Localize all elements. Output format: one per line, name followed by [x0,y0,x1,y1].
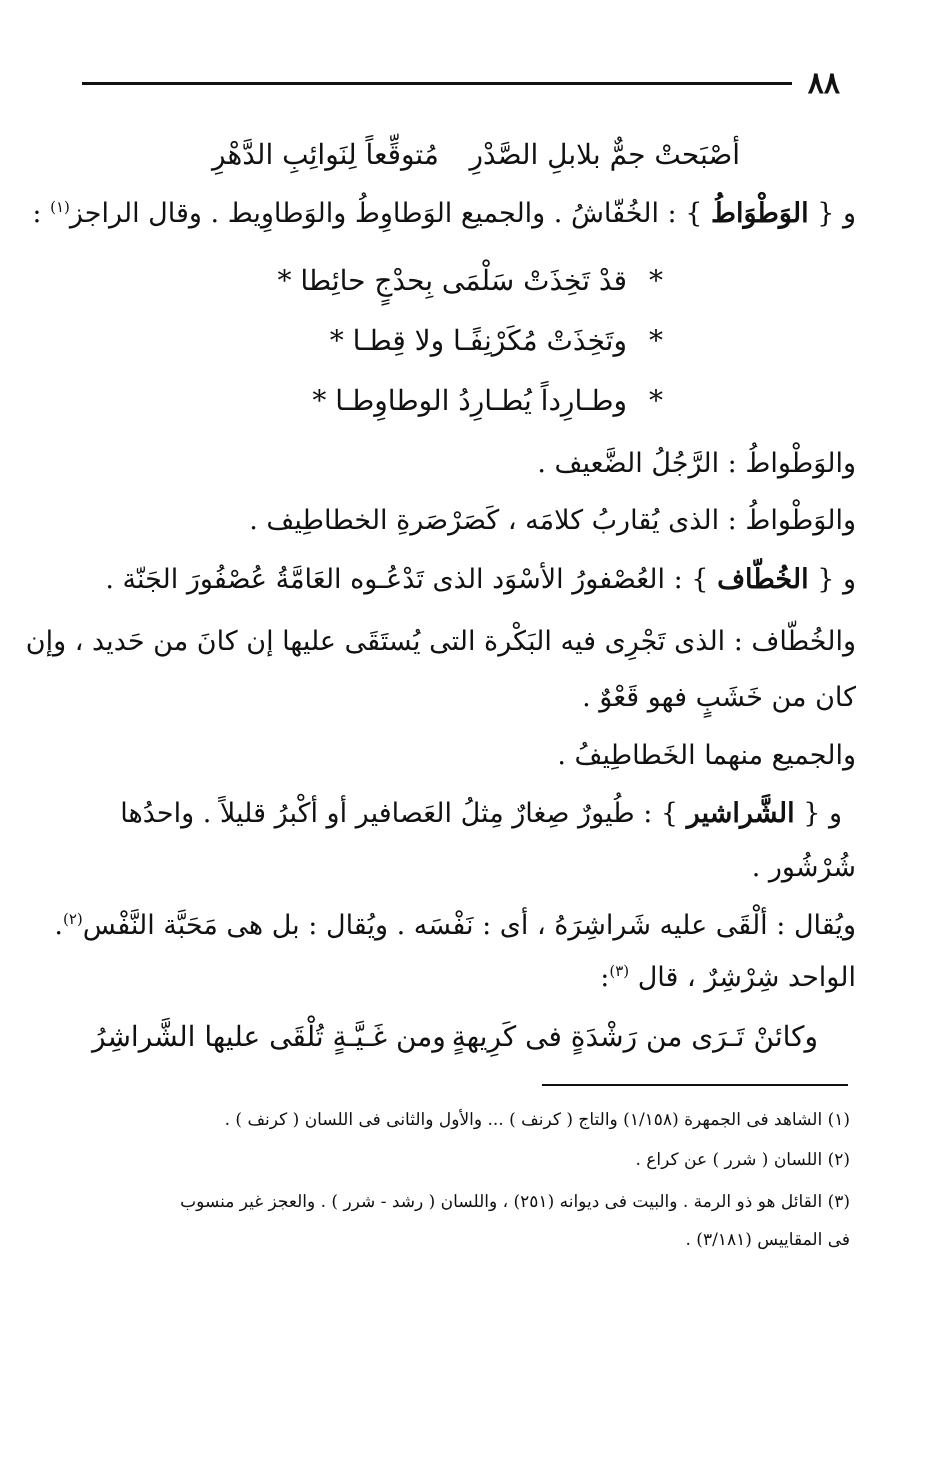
def-text: الواحد شِرْشِرٌ ، قال [629,962,856,993]
footnote-ref-3: (٣) [609,962,630,980]
entry-text: } : الخُفّاشُ . والجميع الوَطاوِطُ والوَطاوِيط . وقال الراجز [69,198,703,229]
rajaz-line-3 [312,384,663,417]
entry-text: } : طُيورٌ صِغارٌ مِثلُ العَصافير أو أكْبرُ قليلاً . واحدُها [120,798,679,829]
rajaz-text: وطـارِداً يُطـارِدُ الوطاوِطـا [335,384,627,417]
headword-khuttaf: الخُطّاف [717,564,809,595]
entry-sharashir [78,798,842,829]
line-weak-man: والوَطْواطُ : الرَّجُلُ الضَّعيف . [537,448,856,479]
verse1-second-hemistich: مُتوقِّعاً لِنَوائِبِ الدَّهْرِ [212,138,439,171]
def-end: : [600,962,610,993]
star-marker: * [277,264,292,297]
entry-prefix: و { [817,198,856,229]
star-marker: * [329,324,344,357]
verse1-first-hemistich: أصْبَحتْ جمٌّ بلابلِ الصَّدْرِ [469,138,740,171]
page-number: ٨٨ [807,66,840,101]
sharashir-def-line-1 [54,910,856,941]
entry-watwat [32,198,856,229]
sharashir-def-line-2 [78,962,856,993]
footnote-3: (٣) القائل هو ذو الرمة . والبيت فى ديوانه (٢٥١) ، واللسان ( رشد - شرر ) . والعجز غير منسوب [180,1192,850,1212]
entry-prefix: و { [817,564,856,595]
entry-text: } : العُصْفورُ الأسْوَد الذى تَدْعُـوه العَامَّةُ عُصْفُورَ الجَنّة . [105,564,709,595]
header-rule [82,82,792,85]
star-marker: * [312,384,327,417]
entry-prefix: و { [803,798,842,829]
headword-watwat: الوَطْوَاطُ [711,198,809,229]
footnote-ref-1: (١) [50,198,70,216]
star-marker: * [649,324,663,357]
def-end: . [54,910,63,941]
def-text: ويُقال : ألْقَى عليه شَراشِرَهُ ، أى : نَفْسَه . ويُقال : بل هى مَحَبَّة النَّفْس [82,910,856,941]
rajaz-line-2 [330,324,663,357]
rajaz-text: وتَخِذَتْ مُكَرْنِفًـا ولا قِطـا [352,324,627,357]
footnote-2: (٢) اللسان ( شرر ) عن كراع . [635,1150,850,1170]
star-marker: * [649,264,663,297]
sharashir-singular: شُرْشُور . [751,852,856,883]
rajaz-text: قدْ تَخِذَتْ سَلْمَى بِحدْجٍ حائِطا [300,264,627,297]
verse2-first-hemistich: وكائنْ تَـرَى من رَشْدَةٍ فى كَرِيهةٍ [451,1020,818,1053]
entry-suffix: : [32,198,51,229]
rajaz-line-1 [277,264,663,297]
footnote-ref-2: (٢) [62,910,83,928]
line-plural: والجميع منهما الخَطاطِيفُ . [557,740,856,771]
footnote-3-continued: فى المقاييس (٣/١٨١) . [685,1230,850,1250]
entry-khuttaf [78,564,856,595]
khuttaf-def-line-1: والخُطّاف : الذى تَجْرِى فيه البَكْرة التى يُستَقَى عليها إن كانَ من حَديد ، وإن [25,626,856,657]
khuttaf-def-line-2: كان من خَشَبٍ فهو قَعْوٌ . [582,682,856,713]
verse2-second-hemistich: ومن غَـيَّـةٍ تُلْقَى عليها الشَّراشِرُ [92,1020,446,1053]
footnote-rule [542,1084,848,1086]
line-speech: والوَطْواطُ : الذى يُقاربُ كلامَه ، كَصَرْصَرةِ الخطاطِيف . [249,505,856,536]
headword-sharashir: الشَّراشير [686,798,795,829]
star-marker: * [649,384,663,417]
footnote-1: (١) الشاهد فى الجمهرة (١/١٥٨) والتاج ( كرنف ) ... والأول والثانى فى اللسان ( كرنف ) . [224,1110,850,1130]
